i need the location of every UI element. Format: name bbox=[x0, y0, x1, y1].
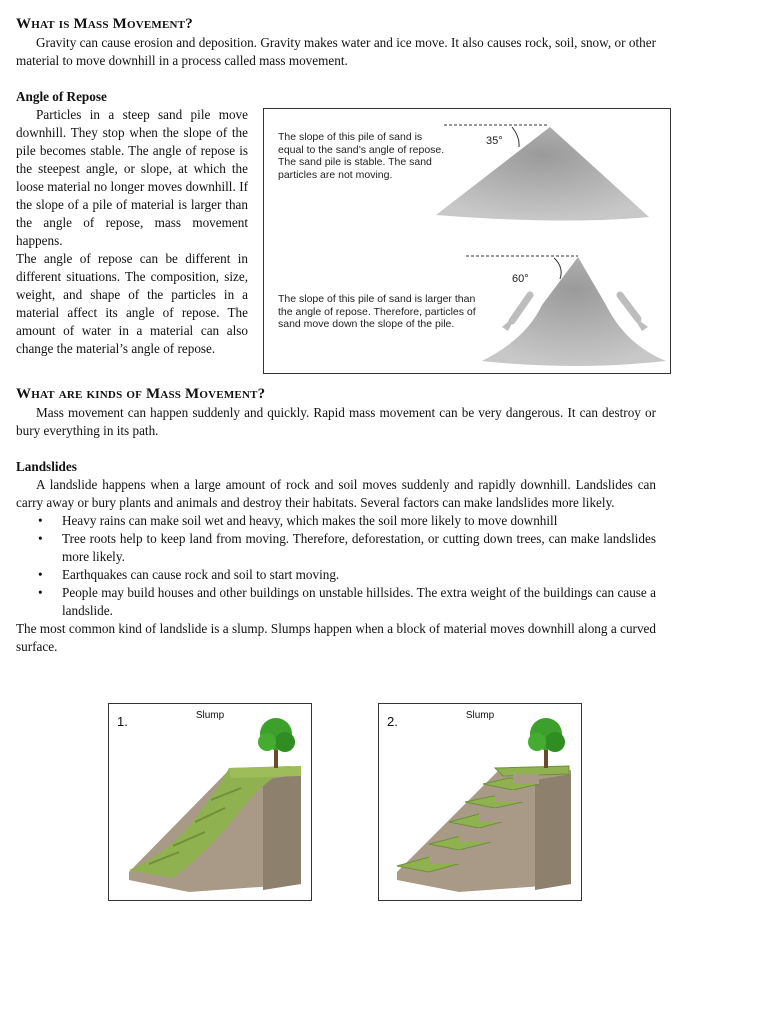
repose-paragraph-2: The angle of repose can be different in different situations. The composition, size, weight, and shape of the particles in a material affect its angle of repose. The amount of water in a material can also change the material’s angle of repose. bbox=[16, 251, 248, 356]
figure-title: Slump bbox=[465, 710, 495, 721]
slump-illustration-smooth bbox=[109, 704, 311, 900]
landslide-factors-list bbox=[16, 512, 656, 620]
landslides-paragraph: A landslide happens when a large amount of rock and soil moves suddenly and rapidly downhill. Landslides can carry away or bury plants and animals and destroy their habitats. Several factors can make landslides more likely. bbox=[16, 477, 656, 510]
landslides-heading: Landslides bbox=[16, 459, 77, 474]
kinds-intro-paragraph: Mass movement can happen suddenly and quickly. Rapid mass movement can be very dangerous. It can destroy or bury everything in its path. bbox=[16, 405, 656, 438]
angle-arc-2 bbox=[554, 258, 561, 279]
slump-figure-1 bbox=[108, 703, 312, 901]
angle-35-label: 35° bbox=[486, 135, 503, 147]
stable-sand-pile bbox=[436, 127, 649, 221]
angle-60-label: 60° bbox=[512, 273, 529, 285]
figure-number: 2. bbox=[387, 714, 398, 729]
steep-sand-pile bbox=[482, 257, 666, 366]
slump-figure-2 bbox=[378, 703, 582, 901]
figure-number: 1. bbox=[117, 714, 128, 729]
section-title-mass-movement: What is Mass Movement? bbox=[16, 16, 193, 32]
angle-of-repose-section bbox=[16, 88, 656, 384]
unstable-pile-caption: The slope of this pile of sand is larger than the angle of repose. Therefore, particles of sand move down the slope of the pile. bbox=[278, 293, 476, 330]
angle-of-repose-heading: Angle of Repose bbox=[16, 89, 107, 104]
right-slide-arrow bbox=[620, 295, 638, 319]
figure-title: Slump bbox=[195, 710, 225, 721]
stable-pile-caption: The slope of this pile of sand is equal to the sand’s angle of repose. The sand pile is stable. The sand particles are not moving. bbox=[278, 131, 445, 181]
repose-paragraph-1: Particles in a steep sand pile move downhill. They stop when the slope of the pile becomes stable. The angle of repose is the steepest angle, or slope, at which the loose material no longer moves downhill. If the slope of a pile of material is larger than the angle of repose, mass movement happens. bbox=[16, 107, 248, 248]
angle-of-repose-figure bbox=[263, 108, 671, 374]
slump-figures bbox=[108, 703, 584, 901]
list-item: • Heavy rains can make soil wet and heavy, which makes the soil more likely to move downhill bbox=[62, 512, 656, 530]
intro-paragraph: Gravity can cause erosion and deposition. Gravity makes water and ice move. It also causes rock, soil, snow, or other material to move downhill in a process called mass movement. bbox=[16, 35, 656, 68]
document-page bbox=[16, 14, 656, 656]
list-item: • Earthquakes can cause rock and soil to start moving. bbox=[62, 566, 656, 584]
slump-paragraph: The most common kind of landslide is a slump. Slumps happen when a block of material moves downhill along a curved surface. bbox=[16, 621, 656, 654]
slump-illustration-stepped bbox=[379, 704, 581, 900]
angle-arc bbox=[512, 127, 519, 147]
sand-piles-illustration bbox=[264, 109, 670, 373]
list-item: • People may build houses and other buildings on unstable hillsides. The extra weight of the buildings can cause a landslide. bbox=[62, 584, 656, 620]
section-title-kinds-of-mass-movement: What are kinds of Mass Movement? bbox=[16, 386, 266, 402]
list-item: • Tree roots help to keep land from moving. Therefore, deforestation, or cutting down trees, can make landslides more likely. bbox=[62, 530, 656, 566]
